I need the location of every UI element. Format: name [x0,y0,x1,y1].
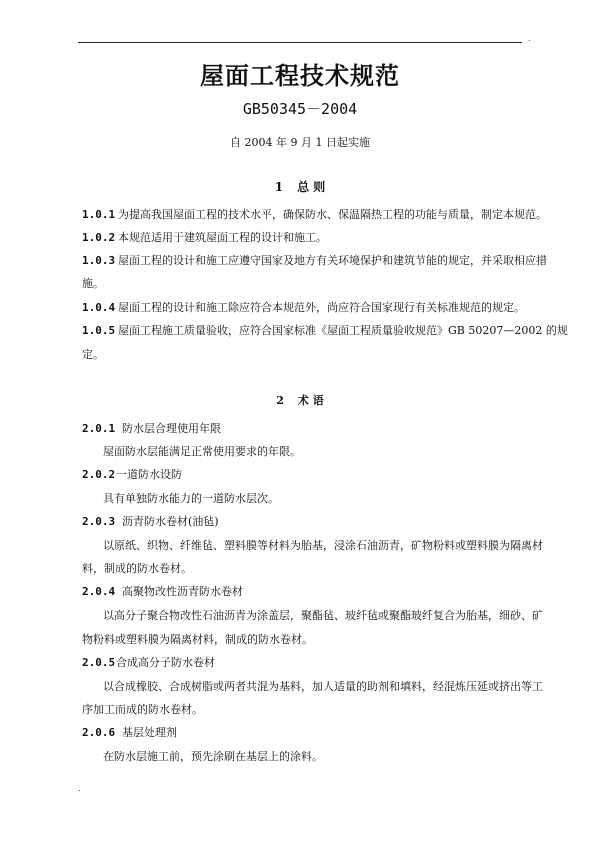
document-title: 屋面工程技术规范 [200,62,400,90]
effective-date: 自 2004 年 9 月 1 日起实施 [230,136,370,149]
clause-number: 1.0.4 [82,301,116,314]
term-2-0-5-definition-continued: 序加工而成的防水卷材。 [82,703,203,716]
clause-1-0-1 [82,206,547,222]
clause-1-0-2 [82,229,532,245]
clause-1-0-4 [82,299,532,315]
section-2-number: 2 [276,394,284,407]
clause-1-0-5 [82,322,568,338]
term-2-0-2 [82,466,532,482]
term-number: 2.0.6 [82,726,116,739]
clause-text: 屋面工程施工质量验收，应符合国家标准《屋面工程质量验收规范》GB 50207—2002 的规 [118,324,568,337]
section-2-title: 术 语 [297,394,324,407]
term-2-0-3 [82,513,532,529]
clause-number: 1.0.5 [82,324,116,337]
corner-mark-bottom: . [78,784,81,793]
term-number: 2.0.5 [82,656,116,669]
section-2-heading [0,392,600,408]
term-number: 2.0.2 [82,468,116,481]
term-number: 2.0.4 [82,585,116,598]
term-number: 2.0.1 [82,422,116,435]
term-2-0-1-definition: 屋面防水层能满足正常使用要求的年限。 [103,445,301,458]
term-name: 合成高分子防水卷材 [116,656,215,669]
clause-number: 1.0.2 [82,231,116,244]
standard-number: GB50345－2004 [242,100,358,118]
clause-number: 1.0.3 [82,254,116,267]
term-name: 防水层合理使用年限 [122,422,221,435]
section-1-title: 总 则 [297,180,326,194]
clause-1-0-3-continued: 施。 [82,277,104,290]
term-2-0-1 [82,420,532,436]
term-name: 沥青防水卷材(油毡) [122,515,219,528]
term-2-0-6-definition: 在防水层施工前，预先涂刷在基层上的涂料。 [103,750,323,763]
clause-number: 1.0.1 [82,208,116,221]
clause-text: 为提高我国屋面工程的技术水平，确保防水、保温隔热工程的功能与质量，制定本规范。 [118,208,547,221]
clause-text: 屋面工程的设计和施工应遵守国家及地方有关环境保护和建筑节能的规定，并采取相应措 [118,254,547,267]
term-2-0-3-definition: 以原纸、织物、纤维毡、塑料膜等材料为胎基，浸涂石油沥青，矿物粉料或塑料膜为隔离材 [103,539,543,552]
clause-1-0-5-continued: 定。 [82,348,104,361]
section-1-heading [0,178,600,195]
term-name: 高聚物改性沥青防水卷材 [122,585,243,598]
term-2-0-4 [82,583,532,599]
clause-text: 本规范适用于建筑屋面工程的设计和施工。 [118,231,327,244]
clause-text: 屋面工程的设计和施工除应符合本规范外，尚应符合国家现行有关标准规范的规定。 [118,301,525,314]
header-rule [78,42,522,43]
term-2-0-4-definition-continued: 物粉料或塑料膜为隔离材料，制成的防水卷材。 [82,633,313,646]
clause-1-0-3 [82,252,547,268]
term-2-0-6 [82,724,532,740]
term-2-0-4-definition: 以高分子聚合物改性石油沥青为涂盖层，聚酯毡、玻纤毡或聚酯玻纤复合为胎基，细砂、矿 [103,609,543,622]
term-2-0-2-definition: 具有单独防水能力的一道防水层次。 [103,492,279,505]
term-name: 一道防水设防 [116,468,182,481]
term-2-0-5 [82,654,532,670]
corner-mark-top: . [528,34,531,43]
term-name: 基层处理剂 [122,726,177,739]
term-2-0-5-definition: 以合成橡胶、合成树脂或两者共混为基料，加人适量的助剂和填料，经混炼压延或挤出等工 [103,680,543,693]
term-number: 2.0.3 [82,515,116,528]
term-2-0-3-definition-continued: 料，制成的防水卷材。 [82,562,192,575]
section-1-number: 1 [274,180,284,194]
